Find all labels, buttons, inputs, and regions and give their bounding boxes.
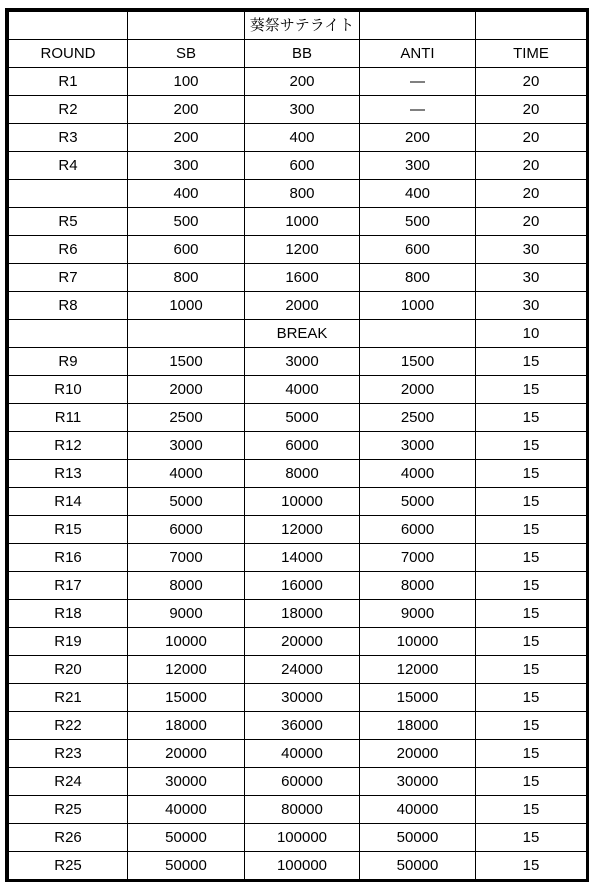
cell-round: R18	[9, 600, 128, 628]
cell-sb: 15000	[128, 684, 245, 712]
cell-bb: 36000	[245, 712, 360, 740]
cell-round: R5	[9, 208, 128, 236]
cell-bb: 600	[245, 152, 360, 180]
cell-round: R8	[9, 292, 128, 320]
header-sb: SB	[128, 40, 245, 68]
table-row	[9, 208, 587, 236]
cell-anti: 6000	[360, 516, 476, 544]
header-round: ROUND	[9, 40, 128, 68]
cell-round: R9	[9, 348, 128, 376]
cell-anti: 1500	[360, 348, 476, 376]
table-row	[9, 768, 587, 796]
cell-time: 15	[476, 684, 587, 712]
cell-sb: 2500	[128, 404, 245, 432]
cell-bb: 300	[245, 96, 360, 124]
cell-bb: 60000	[245, 768, 360, 796]
cell-sb: 50000	[128, 824, 245, 852]
cell-bb: 14000	[245, 544, 360, 572]
table-row	[9, 796, 587, 824]
cell-round: R4	[9, 152, 128, 180]
table-row	[9, 320, 587, 348]
cell-sb: 8000	[128, 572, 245, 600]
cell-round: R2	[9, 96, 128, 124]
table-row	[9, 600, 587, 628]
cell-anti: 400	[360, 180, 476, 208]
title-blank-left-2	[128, 12, 245, 40]
cell-round: R20	[9, 656, 128, 684]
header-time: TIME	[476, 40, 587, 68]
table-row	[9, 152, 587, 180]
cell-round: R10	[9, 376, 128, 404]
cell-time: 20	[476, 96, 587, 124]
cell-anti: 2500	[360, 404, 476, 432]
cell-anti	[360, 320, 476, 348]
cell-time: 20	[476, 68, 587, 96]
cell-bb: 800	[245, 180, 360, 208]
cell-round	[9, 180, 128, 208]
cell-anti: 15000	[360, 684, 476, 712]
blind-structure-sheet	[5, 8, 589, 882]
cell-sb: 12000	[128, 656, 245, 684]
table-row	[9, 124, 587, 152]
cell-time: 10	[476, 320, 587, 348]
cell-time: 15	[476, 600, 587, 628]
cell-round: R23	[9, 740, 128, 768]
cell-bb: 6000	[245, 432, 360, 460]
cell-round: R25	[9, 796, 128, 824]
cell-time: 15	[476, 376, 587, 404]
table-row	[9, 656, 587, 684]
cell-bb: 100000	[245, 824, 360, 852]
cell-anti: 1000	[360, 292, 476, 320]
table-row	[9, 68, 587, 96]
table-row	[9, 432, 587, 460]
cell-anti: 9000	[360, 600, 476, 628]
cell-bb: 16000	[245, 572, 360, 600]
cell-time: 15	[476, 572, 587, 600]
cell-sb: 2000	[128, 376, 245, 404]
cell-round: R11	[9, 404, 128, 432]
blind-structure-table	[8, 11, 587, 880]
cell-round: R22	[9, 712, 128, 740]
header-bb: BB	[245, 40, 360, 68]
cell-sb: 9000	[128, 600, 245, 628]
cell-bb: 100000	[245, 852, 360, 880]
cell-sb: 20000	[128, 740, 245, 768]
cell-time: 30	[476, 264, 587, 292]
cell-sb: 200	[128, 96, 245, 124]
cell-round: R12	[9, 432, 128, 460]
cell-anti: 10000	[360, 628, 476, 656]
cell-sb: 6000	[128, 516, 245, 544]
table-row	[9, 236, 587, 264]
cell-time: 15	[476, 796, 587, 824]
cell-round: R13	[9, 460, 128, 488]
title-blank-right-2	[476, 12, 587, 40]
cell-anti: 4000	[360, 460, 476, 488]
cell-time: 20	[476, 124, 587, 152]
cell-anti: ―	[360, 68, 476, 96]
table-row	[9, 712, 587, 740]
cell-time: 15	[476, 488, 587, 516]
cell-round: R21	[9, 684, 128, 712]
cell-sb: 1500	[128, 348, 245, 376]
cell-sb	[128, 320, 245, 348]
table-row	[9, 96, 587, 124]
cell-bb: 200	[245, 68, 360, 96]
cell-sb: 500	[128, 208, 245, 236]
cell-anti: 8000	[360, 572, 476, 600]
cell-bb: 24000	[245, 656, 360, 684]
cell-round: R6	[9, 236, 128, 264]
cell-bb: 3000	[245, 348, 360, 376]
table-row	[9, 348, 587, 376]
table-row	[9, 460, 587, 488]
cell-bb: 5000	[245, 404, 360, 432]
cell-time: 15	[476, 628, 587, 656]
header-row	[9, 40, 587, 68]
cell-bb: 1600	[245, 264, 360, 292]
cell-round: R3	[9, 124, 128, 152]
cell-bb: 30000	[245, 684, 360, 712]
table-row	[9, 572, 587, 600]
cell-time: 15	[476, 824, 587, 852]
cell-anti: 500	[360, 208, 476, 236]
table-row	[9, 852, 587, 880]
table-row	[9, 824, 587, 852]
cell-time: 15	[476, 768, 587, 796]
cell-sb: 400	[128, 180, 245, 208]
table-row	[9, 404, 587, 432]
cell-time: 15	[476, 516, 587, 544]
table-row	[9, 264, 587, 292]
cell-time: 15	[476, 656, 587, 684]
cell-anti: 7000	[360, 544, 476, 572]
cell-bb: 2000	[245, 292, 360, 320]
cell-sb: 50000	[128, 852, 245, 880]
cell-sb: 7000	[128, 544, 245, 572]
table-row	[9, 516, 587, 544]
cell-round: R1	[9, 68, 128, 96]
cell-sb: 600	[128, 236, 245, 264]
cell-round: R24	[9, 768, 128, 796]
cell-bb: 8000	[245, 460, 360, 488]
title-blank-left	[9, 12, 128, 40]
cell-time: 15	[476, 740, 587, 768]
cell-round: R14	[9, 488, 128, 516]
cell-sb: 18000	[128, 712, 245, 740]
cell-sb: 5000	[128, 488, 245, 516]
cell-anti: 600	[360, 236, 476, 264]
title-row	[9, 12, 587, 40]
table-row	[9, 488, 587, 516]
cell-anti: 800	[360, 264, 476, 292]
cell-time: 20	[476, 208, 587, 236]
cell-time: 15	[476, 852, 587, 880]
cell-anti: 5000	[360, 488, 476, 516]
cell-round: R25	[9, 852, 128, 880]
cell-time: 15	[476, 712, 587, 740]
table-row	[9, 180, 587, 208]
cell-anti: ―	[360, 96, 476, 124]
cell-bb: 20000	[245, 628, 360, 656]
table-row	[9, 684, 587, 712]
cell-anti: 18000	[360, 712, 476, 740]
cell-time: 30	[476, 292, 587, 320]
cell-round: R17	[9, 572, 128, 600]
cell-round: R15	[9, 516, 128, 544]
title-blank-right	[360, 12, 476, 40]
cell-bb: 1000	[245, 208, 360, 236]
cell-round: R26	[9, 824, 128, 852]
cell-bb: BREAK	[245, 320, 360, 348]
cell-bb: 18000	[245, 600, 360, 628]
cell-time: 15	[476, 432, 587, 460]
cell-anti: 50000	[360, 824, 476, 852]
cell-sb: 1000	[128, 292, 245, 320]
cell-sb: 200	[128, 124, 245, 152]
cell-sb: 40000	[128, 796, 245, 824]
cell-time: 15	[476, 460, 587, 488]
cell-time: 15	[476, 404, 587, 432]
table-row	[9, 292, 587, 320]
cell-anti: 2000	[360, 376, 476, 404]
cell-anti: 3000	[360, 432, 476, 460]
cell-anti: 300	[360, 152, 476, 180]
cell-round: R19	[9, 628, 128, 656]
cell-anti: 200	[360, 124, 476, 152]
cell-time: 20	[476, 180, 587, 208]
cell-bb: 80000	[245, 796, 360, 824]
cell-sb: 30000	[128, 768, 245, 796]
cell-anti: 30000	[360, 768, 476, 796]
header-anti: ANTI	[360, 40, 476, 68]
cell-bb: 1200	[245, 236, 360, 264]
cell-sb: 10000	[128, 628, 245, 656]
cell-sb: 100	[128, 68, 245, 96]
cell-sb: 300	[128, 152, 245, 180]
cell-anti: 50000	[360, 852, 476, 880]
cell-bb: 40000	[245, 740, 360, 768]
cell-bb: 12000	[245, 516, 360, 544]
cell-sb: 3000	[128, 432, 245, 460]
table-row	[9, 544, 587, 572]
cell-anti: 12000	[360, 656, 476, 684]
cell-sb: 800	[128, 264, 245, 292]
table-title: 葵祭サテライト	[245, 12, 360, 40]
table-row	[9, 376, 587, 404]
table-row	[9, 628, 587, 656]
cell-round	[9, 320, 128, 348]
cell-time: 30	[476, 236, 587, 264]
cell-time: 15	[476, 348, 587, 376]
cell-anti: 40000	[360, 796, 476, 824]
cell-bb: 400	[245, 124, 360, 152]
cell-time: 15	[476, 544, 587, 572]
cell-round: R16	[9, 544, 128, 572]
cell-bb: 4000	[245, 376, 360, 404]
cell-time: 20	[476, 152, 587, 180]
cell-sb: 4000	[128, 460, 245, 488]
cell-anti: 20000	[360, 740, 476, 768]
table-row	[9, 740, 587, 768]
cell-round: R7	[9, 264, 128, 292]
cell-bb: 10000	[245, 488, 360, 516]
